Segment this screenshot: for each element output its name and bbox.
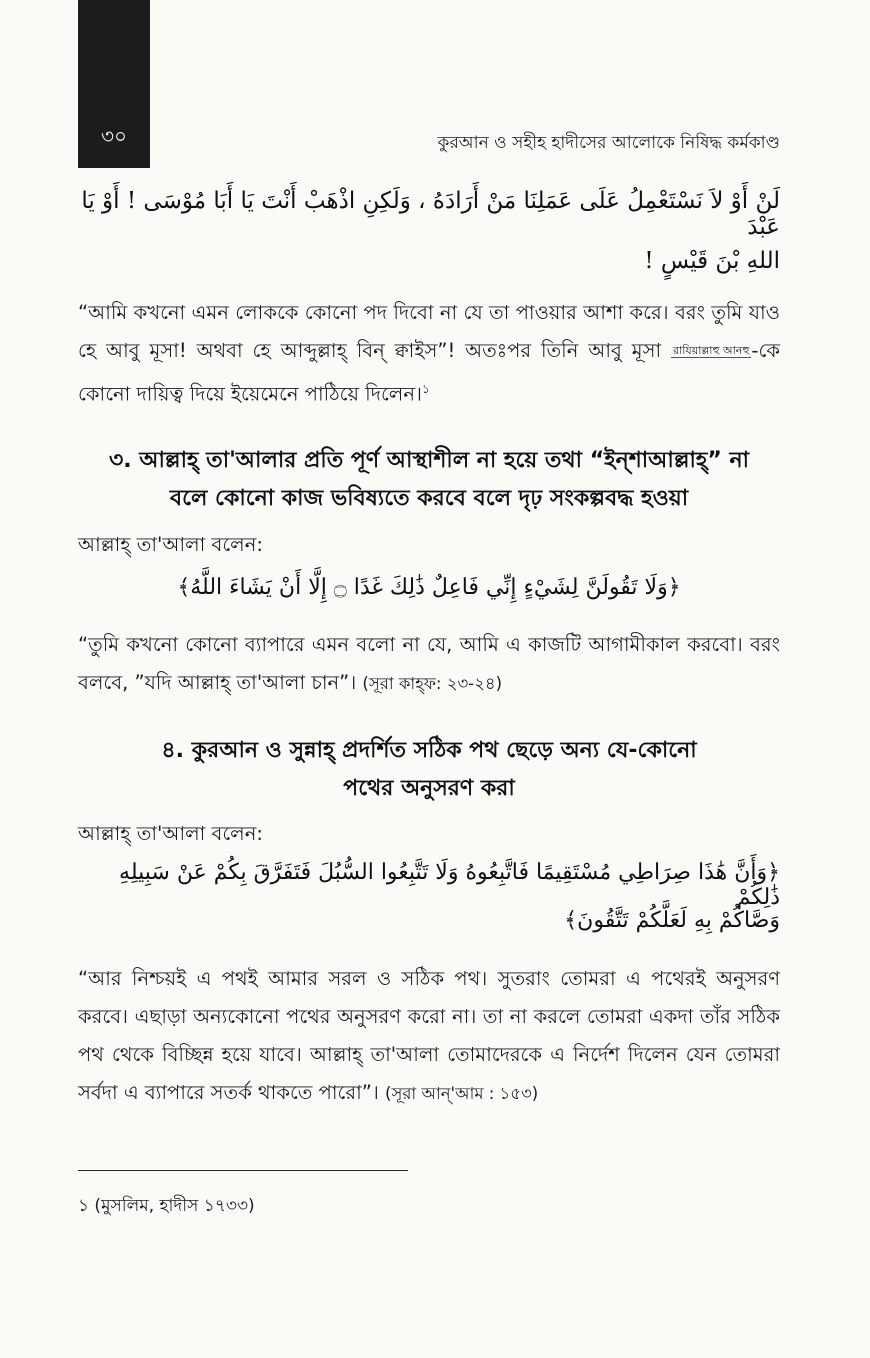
heading-4-line-1: ৪. কুরআন ও সুন্নাহ্ প্রদর্শিত সঠিক পথ ছেড়ে অন্য যে-কোনো xyxy=(161,738,697,763)
heading-3-line-2: বলে কোনো কাজ ভবিষ্যতে করবে বলে দৃঢ় সংকল্পবদ্ধ হওয়া xyxy=(169,486,689,511)
running-title: কুরআন ও সহীহ হাদীসের আলোকে নিষিদ্ধ কর্মকাণ্ড xyxy=(437,133,780,153)
section-heading-4 xyxy=(78,732,780,808)
quran-verse-anam-line-2: وَصَّاكُمْ بِهِ لَعَلَّكُمْ تَتَّقُونَ﴾ xyxy=(564,908,780,933)
translation-text: “তুমি কখনো কোনো ব্যাপারে এমন বলো না যে, আমি এ কাজটি আগামীকাল করবো। বরং বলবে, ”যদি আল্লাহ্ তা'আলা চান”। xyxy=(78,633,780,694)
quran-verse-anam-line-1: ﴿وَأَنَّ هَٰذَا صِرَاطِي مُسْتَقِيمًا فَاتَّبِعُوهُ وَلَا تَتَّبِعُوا السُّبُلَ فَتَفَرَّقَ بِكُمْ عَنْ سَبِيلِهِ ذَٰلِكُمْ xyxy=(119,860,780,910)
verse-reference: (সূরা আন্'আম : ১৫৩) xyxy=(385,1084,539,1103)
arabic-hadith-line-2: اللهِ بْنَ قَيْسٍ ! xyxy=(644,248,780,274)
translation-text: “আর নিশ্চয়ই এ পথই আমার সরল ও সঠিক পথ। সুতরাং তোমরা এ পথেরই অনুসরণ করবে। এছাড়া অন্যকোনো পথের অনুসরণ করো না। তা না করলে তোমরা একদা তাঁর সঠিক পথ থেকে বিচ্ছিন্ন হয়ে যাবে। আল্লাহ্ তা'আলা তোমাদেরকে এ নির্দেশ দিলেন যেন তোমরা সর্বদা এ ব্যাপারে সতর্ক থাকতে পারো”। xyxy=(78,967,780,1104)
verse-lead-3: আল্লাহ্ তা'আলা বলেন: xyxy=(78,533,263,556)
heading-3-line-1: ৩. আল্লাহ্ তা'আলার প্রতি পূর্ণ আস্থাশীল না হয়ে তথা “ইন্শাআল্লাহ্” না xyxy=(108,448,750,473)
footnote-marker: ১ xyxy=(421,382,430,396)
verse-reference: (সূরা কাহ্ফ: ২৩-২৪) xyxy=(362,674,503,693)
heading-4-line-2: পথের অনুসরণ করা xyxy=(343,776,515,801)
honorific-ligature: রাযিয়াল্লাহু আনহু xyxy=(673,344,750,357)
footnote: ১ (মুসলিম, হাদীস ১৭৩৩) xyxy=(78,1196,255,1216)
page-number: ৩০ xyxy=(100,124,127,148)
verse-translation-3 xyxy=(78,626,780,703)
section-heading-3 xyxy=(78,442,780,518)
footnote-divider xyxy=(78,1170,408,1171)
hadith-translation xyxy=(78,294,780,414)
verse-translation-4 xyxy=(78,960,780,1113)
translation-text: “আমি কখনো এমন লোককে কোনো পদ দিবো না যে তা পাওয়ার আশা করে। বরং তুমি যাও হে আবু মূসা! অথবা হে আব্দুল্লাহ্ বিন্ ক্বাইস”! অতঃপর তিনি আবু মূসা xyxy=(78,301,780,362)
verse-lead-4: আল্লাহ্ তা'আলা বলেন: xyxy=(78,822,263,845)
translation-text-end: -কে কোনো দায়িত্ব দিয়ে ইয়েমেনে পাঠিয়ে দিলেন। xyxy=(78,339,780,406)
arabic-hadith-line-1: لَنْ أَوْ لاَ نَسْتَعْمِلُ عَلَى عَمَلِنَا مَنْ أَرَادَهُ ، وَلَكِنِ اذْهَبْ أَنْتَ يَا أَبَا مُوْسَى ! أَوْ يَا عَبْدَ xyxy=(81,188,780,240)
quran-verse-kahf: ﴿وَلَا تَقُولَنَّ لِشَيْءٍ إِنِّي فَاعِلٌ ذَٰلِكَ غَدًا ۝ إِلَّا أَنْ يَشَاءَ اللَّهُ﴾ xyxy=(177,575,681,600)
